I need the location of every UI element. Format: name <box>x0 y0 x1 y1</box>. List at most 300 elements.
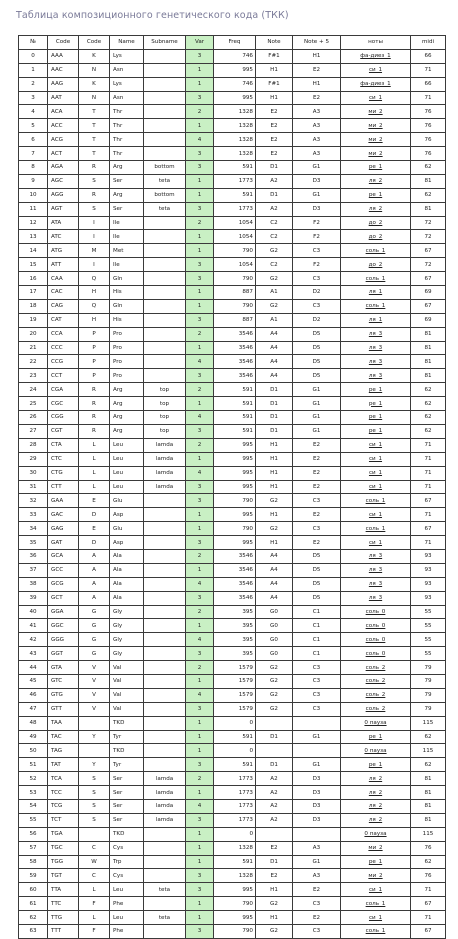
table-row <box>19 674 446 688</box>
cell-midi: 71 <box>411 911 446 925</box>
cell-code-letter: R <box>79 383 110 397</box>
cell-note: G2 <box>256 494 293 508</box>
cell-note: H1 <box>256 911 293 925</box>
cell-name: Ser <box>110 772 144 786</box>
cell-subname <box>144 133 186 147</box>
cell-freq: 591 <box>214 161 256 175</box>
cell-subname: bottom <box>144 188 186 202</box>
cell-code: GGA <box>48 605 79 619</box>
cell-subname <box>144 647 186 661</box>
cell-var: 4 <box>186 688 214 702</box>
cell-code-letter: K <box>79 49 110 63</box>
cell-midi: 79 <box>411 674 446 688</box>
cell-subname <box>144 897 186 911</box>
table-row <box>19 925 446 939</box>
cell-note: A4 <box>256 341 293 355</box>
cell-number: 47 <box>19 702 48 716</box>
cell-subname <box>144 63 186 77</box>
cell-code: CAC <box>48 286 79 300</box>
cell-note-plus-5 <box>293 744 341 758</box>
cell-number: 56 <box>19 827 48 841</box>
cell-number: 53 <box>19 786 48 800</box>
cell-note-plus-5: E2 <box>293 883 341 897</box>
cell-freq: 0 <box>214 744 256 758</box>
cell-midi: 76 <box>411 119 446 133</box>
cell-midi: 72 <box>411 230 446 244</box>
table-row <box>19 702 446 716</box>
cell-notes-ru: ля_2 <box>341 799 411 813</box>
cell-code-letter <box>79 827 110 841</box>
cell-freq: 887 <box>214 286 256 300</box>
cell-code-letter <box>79 744 110 758</box>
cell-name: TKD <box>110 744 144 758</box>
table-row <box>19 772 446 786</box>
cell-code: ACA <box>48 105 79 119</box>
cell-var: 1 <box>186 77 214 91</box>
table-row <box>19 411 446 425</box>
cell-note-plus-5: F2 <box>293 216 341 230</box>
cell-subname <box>144 272 186 286</box>
cell-note-plus-5: C1 <box>293 647 341 661</box>
cell-subname: lamda <box>144 813 186 827</box>
cell-number: 61 <box>19 897 48 911</box>
cell-name: Leu <box>110 883 144 897</box>
cell-name: Ser <box>110 202 144 216</box>
cell-name: Ala <box>110 549 144 563</box>
cell-code-letter: V <box>79 674 110 688</box>
table-body <box>19 49 446 938</box>
table-row <box>19 174 446 188</box>
table-row <box>19 633 446 647</box>
cell-subname <box>144 327 186 341</box>
cell-midi: 69 <box>411 313 446 327</box>
cell-var: 1 <box>186 897 214 911</box>
cell-freq: 3546 <box>214 355 256 369</box>
cell-number: 46 <box>19 688 48 702</box>
cell-note: G2 <box>256 244 293 258</box>
cell-midi: 55 <box>411 605 446 619</box>
cell-notes-ru: ля_3 <box>341 549 411 563</box>
table-row <box>19 591 446 605</box>
header-row <box>19 36 446 50</box>
cell-notes-ru: соль_2 <box>341 702 411 716</box>
cell-code-letter: S <box>79 786 110 800</box>
cell-note: H1 <box>256 91 293 105</box>
cell-midi: 62 <box>411 397 446 411</box>
cell-note-plus-5: H1 <box>293 77 341 91</box>
cell-note-plus-5: G1 <box>293 383 341 397</box>
cell-number: 13 <box>19 230 48 244</box>
cell-number: 10 <box>19 188 48 202</box>
cell-notes-ru: соль_0 <box>341 619 411 633</box>
cell-var: 1 <box>186 841 214 855</box>
cell-midi: 71 <box>411 63 446 77</box>
cell-midi: 93 <box>411 591 446 605</box>
cell-note: D1 <box>256 188 293 202</box>
cell-code-letter: I <box>79 216 110 230</box>
table-row <box>19 549 446 563</box>
cell-subname <box>144 661 186 675</box>
cell-freq: 995 <box>214 63 256 77</box>
cell-notes-ru: ля_2 <box>341 772 411 786</box>
cell-number: 32 <box>19 494 48 508</box>
table-row <box>19 313 446 327</box>
table-row <box>19 383 446 397</box>
cell-midi: 62 <box>411 411 446 425</box>
cell-midi: 71 <box>411 438 446 452</box>
table-row <box>19 744 446 758</box>
cell-midi: 62 <box>411 855 446 869</box>
cell-note: A2 <box>256 202 293 216</box>
cell-notes-ru: си_1 <box>341 480 411 494</box>
cell-note-plus-5: D2 <box>293 286 341 300</box>
cell-notes-ru: ре_1 <box>341 188 411 202</box>
cell-code: GAG <box>48 522 79 536</box>
cell-note-plus-5: D5 <box>293 549 341 563</box>
cell-name: Gly <box>110 633 144 647</box>
cell-notes-ru: ми_2 <box>341 841 411 855</box>
cell-freq: 995 <box>214 911 256 925</box>
cell-var: 1 <box>186 855 214 869</box>
cell-code: GCC <box>48 563 79 577</box>
cell-code: ACG <box>48 133 79 147</box>
cell-notes-ru: соль_1 <box>341 272 411 286</box>
table-row <box>19 286 446 300</box>
cell-name: His <box>110 313 144 327</box>
cell-note-plus-5: A3 <box>293 133 341 147</box>
cell-number: 52 <box>19 772 48 786</box>
cell-notes-ru: ля_1 <box>341 313 411 327</box>
cell-var: 4 <box>186 466 214 480</box>
cell-note-plus-5: C3 <box>293 522 341 536</box>
cell-midi: 79 <box>411 702 446 716</box>
cell-var: 3 <box>186 591 214 605</box>
cell-midi: 55 <box>411 619 446 633</box>
cell-number: 15 <box>19 258 48 272</box>
cell-freq: 995 <box>214 480 256 494</box>
cell-note: H1 <box>256 883 293 897</box>
cell-note-plus-5: D5 <box>293 327 341 341</box>
cell-freq: 1328 <box>214 841 256 855</box>
cell-code-letter: S <box>79 174 110 188</box>
cell-freq: 591 <box>214 758 256 772</box>
cell-subname <box>144 119 186 133</box>
cell-note-plus-5: D3 <box>293 786 341 800</box>
cell-code: TTT <box>48 925 79 939</box>
cell-note-plus-5: C3 <box>293 494 341 508</box>
cell-notes-ru: ля_3 <box>341 355 411 369</box>
cell-code-letter: N <box>79 63 110 77</box>
cell-midi: 81 <box>411 799 446 813</box>
cell-code: GTC <box>48 674 79 688</box>
cell-code-letter: T <box>79 119 110 133</box>
table-row <box>19 341 446 355</box>
cell-note-plus-5: A3 <box>293 869 341 883</box>
cell-code: ATC <box>48 230 79 244</box>
cell-midi: 67 <box>411 494 446 508</box>
table-row <box>19 299 446 313</box>
cell-freq: 790 <box>214 272 256 286</box>
cell-notes-ru: фа-диез_1 <box>341 77 411 91</box>
cell-name: Leu <box>110 911 144 925</box>
table-row <box>19 230 446 244</box>
cell-note-plus-5: D5 <box>293 577 341 591</box>
cell-notes-ru: ре_1 <box>341 855 411 869</box>
cell-freq: 395 <box>214 605 256 619</box>
cell-notes-ru: ми_2 <box>341 105 411 119</box>
cell-code: GGC <box>48 619 79 633</box>
cell-code-letter: L <box>79 911 110 925</box>
cell-var: 2 <box>186 549 214 563</box>
cell-name: Asp <box>110 536 144 550</box>
cell-note: E2 <box>256 841 293 855</box>
cell-number: 38 <box>19 577 48 591</box>
cell-number: 33 <box>19 508 48 522</box>
cell-notes-ru: си_1 <box>341 63 411 77</box>
cell-freq: 395 <box>214 633 256 647</box>
cell-code-letter: L <box>79 438 110 452</box>
table-row <box>19 855 446 869</box>
header-var: Var <box>186 36 214 50</box>
cell-subname: lamda <box>144 438 186 452</box>
cell-number: 44 <box>19 661 48 675</box>
cell-note-plus-5: D3 <box>293 772 341 786</box>
cell-subname <box>144 244 186 258</box>
cell-name: Ser <box>110 813 144 827</box>
cell-code: CCT <box>48 369 79 383</box>
cell-var: 3 <box>186 702 214 716</box>
cell-name: Pro <box>110 341 144 355</box>
cell-number: 63 <box>19 925 48 939</box>
cell-notes-ru: до_2 <box>341 258 411 272</box>
cell-var: 3 <box>186 91 214 105</box>
cell-note: D1 <box>256 758 293 772</box>
cell-code-letter: V <box>79 702 110 716</box>
cell-name: Thr <box>110 147 144 161</box>
cell-note-plus-5: G1 <box>293 424 341 438</box>
cell-name: Cys <box>110 841 144 855</box>
cell-number: 42 <box>19 633 48 647</box>
cell-notes-ru: соль_1 <box>341 522 411 536</box>
cell-notes-ru: ля_3 <box>341 591 411 605</box>
cell-code-letter <box>79 716 110 730</box>
cell-note: A1 <box>256 286 293 300</box>
cell-var: 3 <box>186 480 214 494</box>
cell-subname <box>144 286 186 300</box>
cell-freq: 1579 <box>214 702 256 716</box>
cell-midi: 66 <box>411 77 446 91</box>
cell-number: 48 <box>19 716 48 730</box>
cell-name: Gly <box>110 605 144 619</box>
cell-code-letter: G <box>79 619 110 633</box>
cell-subname <box>144 633 186 647</box>
cell-code-letter: P <box>79 341 110 355</box>
cell-code: TGA <box>48 827 79 841</box>
cell-var: 2 <box>186 327 214 341</box>
cell-code: TCT <box>48 813 79 827</box>
cell-subname <box>144 258 186 272</box>
cell-freq: 0 <box>214 716 256 730</box>
cell-number: 41 <box>19 619 48 633</box>
cell-code: AGT <box>48 202 79 216</box>
cell-note: D1 <box>256 730 293 744</box>
cell-freq: 746 <box>214 77 256 91</box>
cell-code-letter: I <box>79 230 110 244</box>
table-row <box>19 647 446 661</box>
cell-name: Asn <box>110 91 144 105</box>
cell-var: 2 <box>186 383 214 397</box>
page-title: Таблица композиционного генетического кода (ТКК) <box>16 10 289 21</box>
cell-subname <box>144 230 186 244</box>
cell-note-plus-5: C3 <box>293 661 341 675</box>
cell-number: 57 <box>19 841 48 855</box>
cell-note: C2 <box>256 258 293 272</box>
cell-number: 55 <box>19 813 48 827</box>
cell-code: GAC <box>48 508 79 522</box>
cell-freq: 1773 <box>214 786 256 800</box>
cell-code: GTA <box>48 661 79 675</box>
cell-name: Pro <box>110 327 144 341</box>
cell-var: 3 <box>186 369 214 383</box>
cell-name: Phe <box>110 925 144 939</box>
cell-freq: 1328 <box>214 133 256 147</box>
cell-number: 6 <box>19 133 48 147</box>
cell-number: 18 <box>19 299 48 313</box>
cell-midi: 115 <box>411 716 446 730</box>
cell-code: GGT <box>48 647 79 661</box>
cell-midi: 93 <box>411 577 446 591</box>
cell-note: D1 <box>256 383 293 397</box>
cell-code: TGG <box>48 855 79 869</box>
cell-freq: 3546 <box>214 577 256 591</box>
cell-var: 1 <box>186 230 214 244</box>
cell-number: 45 <box>19 674 48 688</box>
cell-code-letter: S <box>79 202 110 216</box>
cell-subname: lamda <box>144 466 186 480</box>
cell-code: CAT <box>48 313 79 327</box>
cell-note-plus-5: C3 <box>293 688 341 702</box>
cell-code-letter: P <box>79 327 110 341</box>
cell-midi: 76 <box>411 133 446 147</box>
cell-name: Thr <box>110 133 144 147</box>
cell-code: CTG <box>48 466 79 480</box>
cell-var: 1 <box>186 188 214 202</box>
cell-note: D1 <box>256 424 293 438</box>
table-row <box>19 397 446 411</box>
cell-subname: lamda <box>144 786 186 800</box>
cell-number: 12 <box>19 216 48 230</box>
cell-note: G2 <box>256 702 293 716</box>
table-row <box>19 369 446 383</box>
cell-midi: 71 <box>411 508 446 522</box>
cell-subname <box>144 216 186 230</box>
table-row <box>19 661 446 675</box>
cell-code: CTT <box>48 480 79 494</box>
cell-subname <box>144 91 186 105</box>
table-row <box>19 438 446 452</box>
cell-code-letter: R <box>79 188 110 202</box>
cell-note: H1 <box>256 536 293 550</box>
cell-freq: 3546 <box>214 369 256 383</box>
table-row <box>19 91 446 105</box>
cell-note-plus-5: D3 <box>293 799 341 813</box>
cell-note <box>256 827 293 841</box>
cell-code: CGT <box>48 424 79 438</box>
cell-notes-ru: си_1 <box>341 911 411 925</box>
cell-var: 3 <box>186 536 214 550</box>
table-row <box>19 786 446 800</box>
cell-freq: 591 <box>214 397 256 411</box>
cell-name: Met <box>110 244 144 258</box>
cell-code-letter: D <box>79 508 110 522</box>
cell-code-letter: R <box>79 411 110 425</box>
cell-name: Asp <box>110 508 144 522</box>
cell-number: 37 <box>19 563 48 577</box>
cell-note: G0 <box>256 633 293 647</box>
cell-var: 1 <box>186 397 214 411</box>
cell-note: E2 <box>256 119 293 133</box>
cell-name: Ala <box>110 563 144 577</box>
cell-var: 1 <box>186 744 214 758</box>
cell-code: ACT <box>48 147 79 161</box>
cell-code-letter: Q <box>79 272 110 286</box>
cell-code: TAA <box>48 716 79 730</box>
table-row <box>19 466 446 480</box>
cell-freq: 1579 <box>214 674 256 688</box>
cell-code-letter: H <box>79 313 110 327</box>
cell-freq: 1054 <box>214 258 256 272</box>
cell-code: GAA <box>48 494 79 508</box>
cell-subname <box>144 105 186 119</box>
cell-number: 23 <box>19 369 48 383</box>
cell-name: Ile <box>110 216 144 230</box>
cell-notes-ru: си_1 <box>341 452 411 466</box>
cell-freq: 790 <box>214 897 256 911</box>
cell-code-letter: H <box>79 286 110 300</box>
cell-var: 4 <box>186 577 214 591</box>
cell-notes-ru: ля_3 <box>341 327 411 341</box>
cell-note-plus-5: G1 <box>293 855 341 869</box>
cell-midi: 67 <box>411 244 446 258</box>
cell-freq: 1328 <box>214 147 256 161</box>
cell-number: 4 <box>19 105 48 119</box>
cell-notes-ru: ля_1 <box>341 286 411 300</box>
cell-freq: 1773 <box>214 799 256 813</box>
cell-freq: 591 <box>214 411 256 425</box>
table-row <box>19 105 446 119</box>
cell-code-letter: P <box>79 369 110 383</box>
cell-note <box>256 716 293 730</box>
cell-note <box>256 744 293 758</box>
cell-code-letter: V <box>79 688 110 702</box>
cell-midi: 66 <box>411 49 446 63</box>
cell-note: D1 <box>256 161 293 175</box>
table-row <box>19 258 446 272</box>
cell-midi: 62 <box>411 730 446 744</box>
cell-note: A4 <box>256 563 293 577</box>
cell-subname <box>144 619 186 633</box>
cell-midi: 81 <box>411 341 446 355</box>
cell-number: 17 <box>19 286 48 300</box>
cell-midi: 76 <box>411 105 446 119</box>
cell-midi: 76 <box>411 841 446 855</box>
cell-freq: 790 <box>214 522 256 536</box>
cell-number: 36 <box>19 549 48 563</box>
cell-midi: 81 <box>411 355 446 369</box>
cell-note: H1 <box>256 438 293 452</box>
cell-code: AGC <box>48 174 79 188</box>
cell-name: Gly <box>110 619 144 633</box>
